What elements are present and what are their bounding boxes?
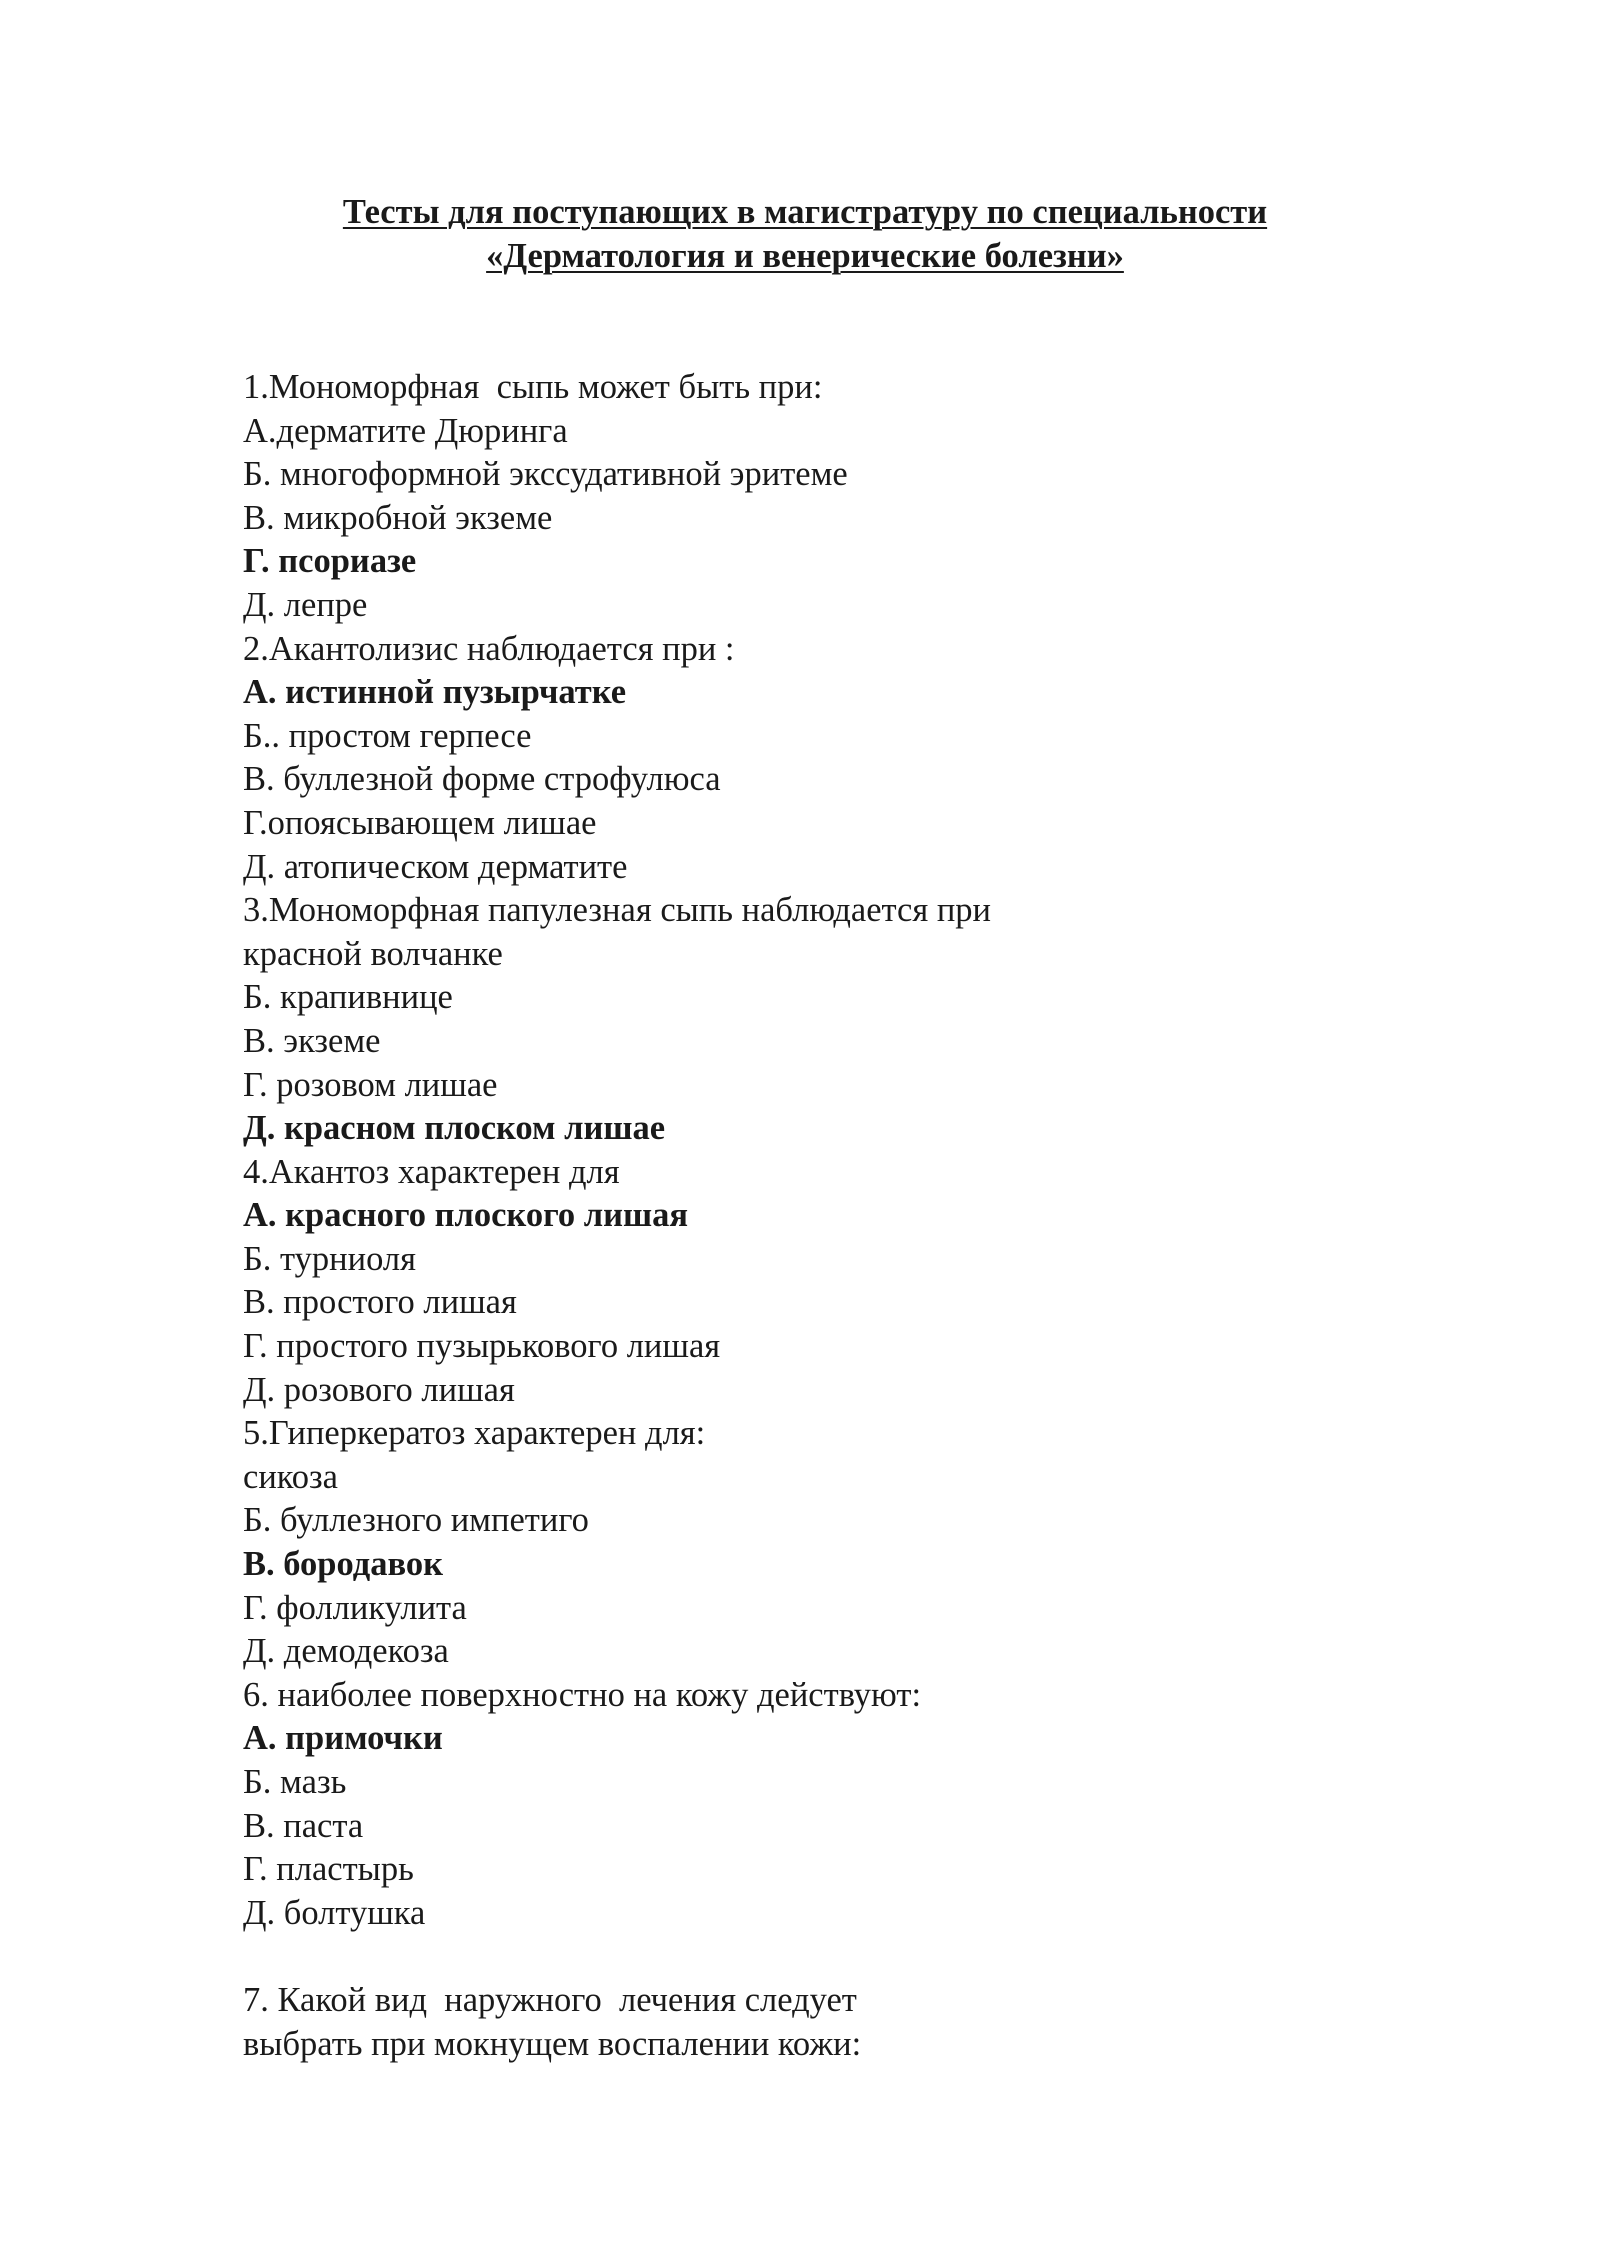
text-line: В. простого лишая — [243, 1283, 517, 1322]
text-line: 6. наиболее поверхностно на кожу действуют: — [243, 1675, 922, 1714]
correct-answer-line: А. красного плоского лишая — [243, 1196, 689, 1235]
text-line: Б. турниоля — [243, 1239, 416, 1278]
correct-answer-line: Г. псориазе — [243, 542, 417, 581]
correct-answer-line: В. бородавок — [243, 1545, 443, 1584]
correct-answer-line: Д. красном плоском лишае — [243, 1109, 666, 1148]
text-line: 1.Мономорфная сыпь может быть при: — [243, 368, 823, 406]
text-line: Г. фолликулита — [243, 1588, 467, 1627]
text-line: Г. пластырь — [243, 1850, 414, 1889]
text-line: 5.Гиперкератоз характерен для: — [243, 1414, 706, 1453]
blank-line — [243, 1935, 1443, 1979]
text-line: В. паста — [243, 1806, 364, 1845]
text-line: А.дерматите Дюринга — [243, 411, 568, 450]
text-line: выбрать при мокнущем воспалении кожи: — [243, 2024, 862, 2063]
text-line: Д. болтушка — [243, 1893, 426, 1932]
text-line: Б. буллезного импетиго — [243, 1501, 589, 1540]
title-line-1: Тесты для поступающих в магистратуру по специальности — [342, 193, 1268, 231]
text-line: Д. атопическом дерматите — [243, 847, 628, 886]
text-line: сикоза — [243, 1457, 338, 1496]
text-line: 4.Акантоз характерен для — [243, 1152, 620, 1191]
text-line: Д. демодекоза — [243, 1632, 449, 1671]
text-line: Б. многоформной экссудативной эритеме — [243, 455, 848, 494]
text-line: красной волчанке — [243, 934, 503, 973]
text-line: Д. лепре — [243, 585, 368, 624]
text-line: 7. Какой вид наружного лечения следует — [243, 1980, 857, 2019]
text-line: 3.Мономорфная папулезная сыпь наблюдается при — [243, 891, 991, 930]
text-line: Д. розового лишая — [243, 1370, 515, 1409]
test-questions-body — [243, 366, 1443, 2066]
text-line: Б. мазь — [243, 1763, 347, 1801]
text-line: В. буллезной форме строфулюса — [243, 760, 721, 799]
text-line: 2.Акантолизис наблюдается при : — [243, 629, 735, 668]
text-line: Г. простого пузырькового лишая — [243, 1327, 721, 1366]
text-line: Б.. простом герпесе — [243, 716, 532, 755]
correct-answer-line: А. истинной пузырчатке — [243, 673, 627, 712]
text-line: Г. розовом лишае — [243, 1065, 498, 1104]
document-title — [0, 190, 1600, 278]
correct-answer-line: А. примочки — [243, 1719, 443, 1758]
title-line-2: «Дерматология и венерические болезни» — [486, 237, 1124, 275]
text-line: Б. крапивнице — [243, 978, 453, 1017]
text-line: Г.опоясывающем лишае — [243, 803, 597, 842]
text-line: В. микробной экземе — [243, 498, 553, 537]
text-line: В. экземе — [243, 1021, 381, 1060]
